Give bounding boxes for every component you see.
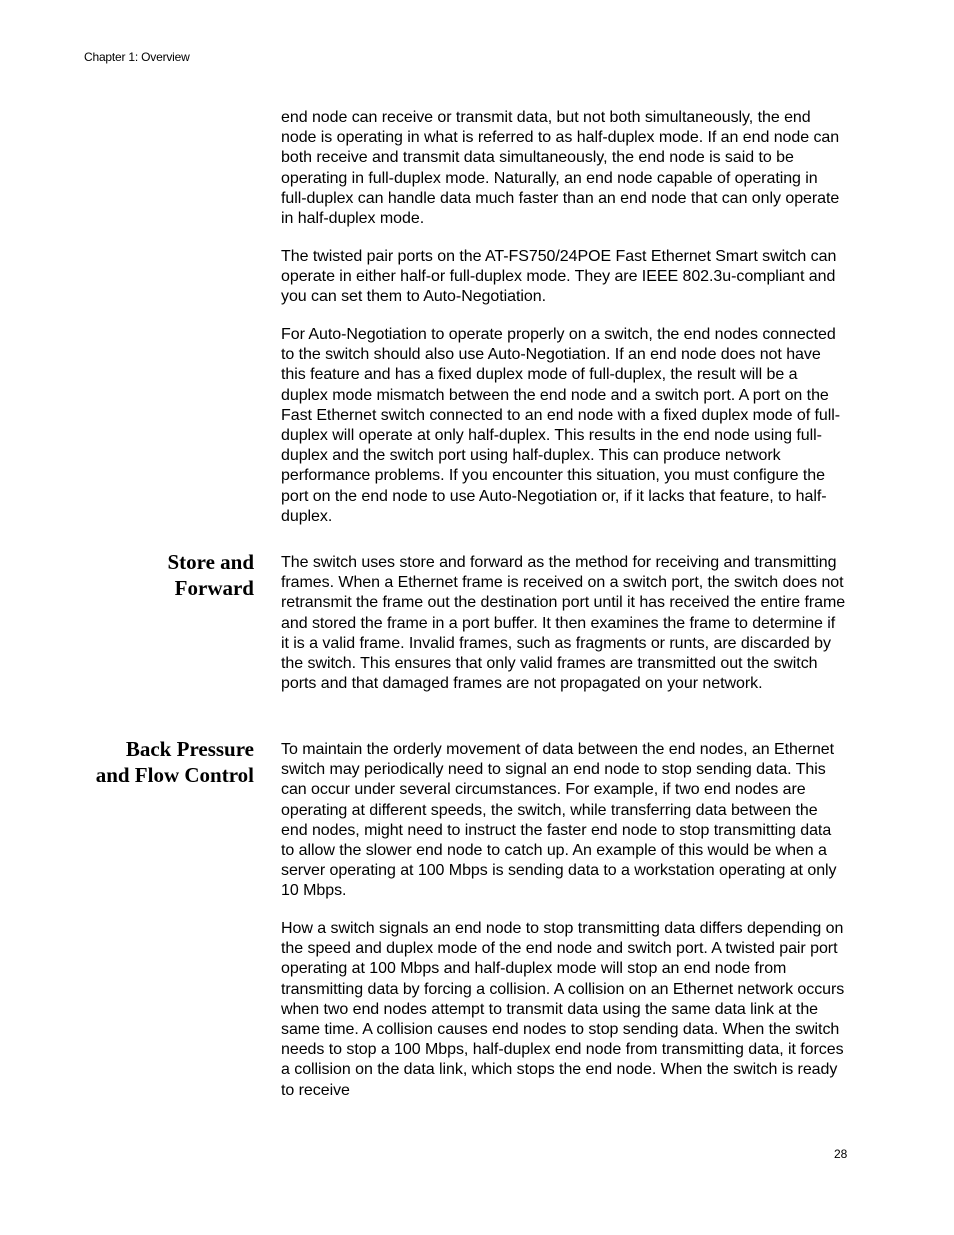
heading-store-and-forward-line1: Store and [167, 550, 254, 574]
paragraph-auto-negotiation: For Auto-Negotiation to operate properly on a switch, the end nodes connected to the switch should also use Auto-Negotiation. If an end node does not have this feature and has a fixed duplex mode of full-duplex, the result will be a duplex mode mismatch between the end node and a switch port. A port on the Fast Ethernet switch connected to an end node with a fixed duplex mode of full-duplex will operate at only half-duplex. This results in the end node using full-duplex and the switch port using half-duplex. This can produce network performance problems. If you encounter this situation, you must configure the port on the end node to use Auto-Negotiation or, if it lacks that feature, to half-duplex. [281, 326, 841, 525]
heading-store-and-forward [54, 549, 254, 601]
paragraph-store-and-forward: The switch uses store and forward as the method for receiving and transmitting frames. When a Ethernet frame is received on a switch port, the switch does not retransmit the frame out the destination port until it has received the entire frame and stored the frame in a port buffer. It then examines the frame to determine if it is a valid frame. Invalid frames, such as fragments or runts, are discarded by the switch. This ensures that only valid frames are transmitted out the switch ports and that damaged frames are not propagated on your network. [281, 554, 846, 693]
heading-back-pressure-line1: Back Pressure [125, 737, 254, 761]
paragraph-duplex-intro: end node can receive or transmit data, but not both simultaneously, the end node is operating in what is referred to as half-duplex mode. If an end node can both receive and transmit data simultaneously, the end node is said to be operating in full-duplex mode. Naturally, an end node capable of operating in full-duplex can handle data much faster than an end node that can only operate in half-duplex mode. [281, 109, 840, 228]
paragraph-twisted-pair-ports: The twisted pair ports on the AT-FS750/24POE Fast Ethernet Smart switch can operate in either half-or full-duplex mode. They are IEEE 802.3u-compliant and you can set them to Auto-Negotiation. [281, 248, 837, 306]
heading-back-pressure-flow-control [54, 736, 254, 788]
paragraph-switch-signals: How a switch signals an end node to stop transmitting data differs depending on the speed and duplex mode of the end node and switch port. A twisted pair port operating at 100 Mbps and half-duplex mode will stop an end node from transmitting data by forcing a collision. A collision on an Ethernet network occurs when two end nodes attempt to transmit data using the same data link at the same time. A collision causes end nodes to stop sending data. When the switch needs to stop a 100 Mbps, half-duplex end node from transmitting data, it forces a collision on the data link, which stops the end node. When the switch is ready to receive [281, 920, 845, 1099]
heading-back-pressure-line2: and Flow Control [95, 763, 254, 787]
running-header: Chapter 1: Overview [84, 50, 190, 64]
page-number: 28 [834, 1147, 848, 1161]
heading-store-and-forward-line2: Forward [174, 576, 254, 600]
paragraph-back-pressure: To maintain the orderly movement of data between the end nodes, an Ethernet switch may periodically need to signal an end node to stop sending data. This can occur under several circumstances. For example, if two end nodes are operating at different speeds, the switch, while transferring data between the end nodes, might need to instruct the faster end node to stop transmitting data to allow the slower end node to catch up. An example of this would be when a server operating at 100 Mbps is sending data to a workstation operating at only 10 Mbps. [281, 741, 837, 900]
